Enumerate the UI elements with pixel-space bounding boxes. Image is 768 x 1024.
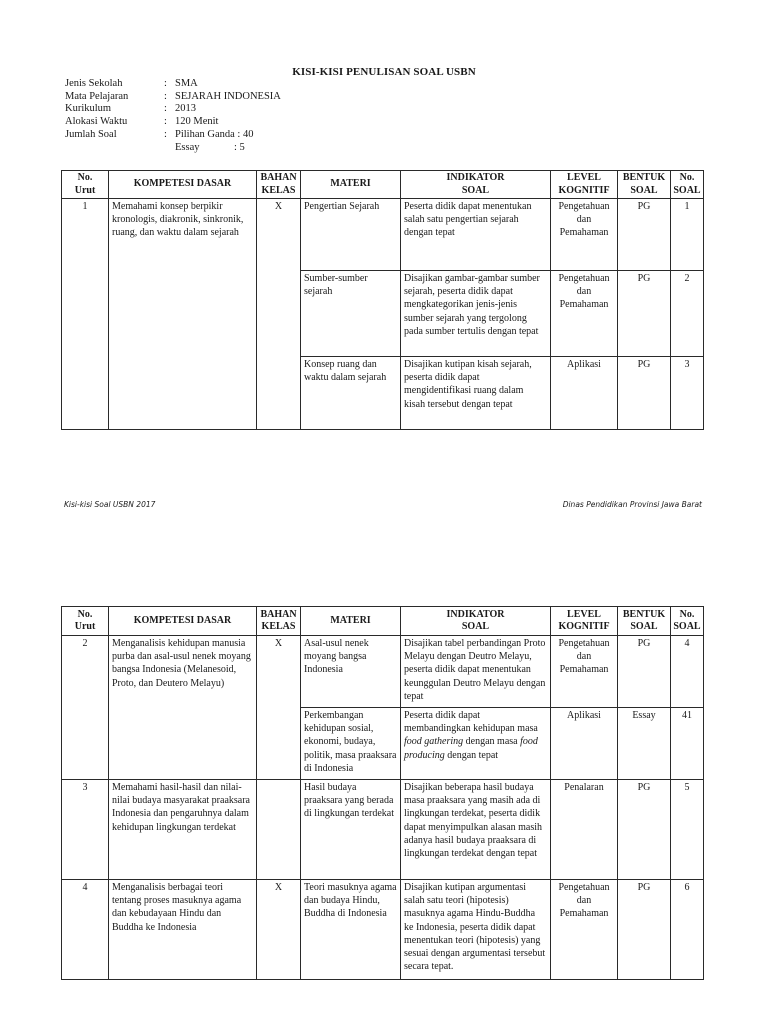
cell-no-soal: 5: [671, 780, 704, 880]
kisi-table-1: [61, 170, 704, 430]
cell-kompetensi-dasar: Menganalisis berbagai teori tentang proses masuknya agama dan kebudayaan Hindu dan Buddha ke Indonesia: [109, 880, 257, 980]
cell-bahan-kelas: [257, 780, 301, 880]
cell-level: Pengetahuan dan Pemahaman: [551, 271, 618, 357]
info-row-curriculum: [65, 103, 281, 116]
cell-indikator: Disajikan kutipan argumentasi salah satu teori (hipotesis) masuknya agama Hindu-Buddha ke Indonesia, peserta didik dapat menentukan teori (hipotesis) yang sesuai dengan argumentasi tersebut secara tepat.: [401, 880, 551, 980]
cell-bentuk: PG: [618, 199, 671, 271]
info-colon: :: [164, 78, 167, 89]
header-bentuk-soal: BENTUK SOAL: [618, 607, 671, 636]
cell-materi: Asal-usul nenek moyang bangsa Indonesia: [301, 636, 401, 708]
cell-no-soal: 2: [671, 271, 704, 357]
header-bentuk-soal: BENTUK SOAL: [618, 171, 671, 199]
footer-right-text: Dinas Pendidikan Provinsi Jawa Barat: [562, 500, 702, 509]
cell-no-urut: 4: [62, 880, 109, 980]
essay-value: : 5: [234, 141, 245, 153]
table-header-row: [62, 171, 704, 199]
info-value: Pilihan Ganda : 40: [175, 128, 254, 140]
info-value: SMA: [175, 78, 198, 89]
cell-no-soal: 6: [671, 880, 704, 980]
info-value: 120 Menit: [175, 116, 219, 128]
header-kompetensi-dasar: KOMPETESI DASAR: [109, 171, 257, 199]
cell-no-soal: 41: [671, 708, 704, 780]
header-level-kognitif: LEVEL KOGNITIF: [551, 607, 618, 636]
document-title: KISI-KISI PENULISAN SOAL USBN: [292, 66, 476, 78]
info-label: Mata Pelajaran: [65, 90, 129, 102]
cell-kompetensi-dasar: Memahami hasil-hasil dan nilai-nilai budaya masyarakat praaksara Indonesia dan pengaruhnya dalam kehidupan lingkungan terdekat: [109, 780, 257, 880]
footer-left-text: Kisi-kisi Soal USBN 2017: [64, 500, 156, 509]
table-row: [62, 636, 704, 708]
cell-level: Aplikasi: [551, 357, 618, 430]
cell-level: Aplikasi: [551, 708, 618, 780]
info-row-subject: [65, 91, 281, 104]
header-bahan-kelas: BAHAN KELAS: [257, 171, 301, 199]
cell-bentuk: Essay: [618, 708, 671, 780]
cell-level: Pengetahuan dan Pemahaman: [551, 880, 618, 980]
cell-no-urut: 2: [62, 636, 109, 780]
cell-bentuk: PG: [618, 636, 671, 708]
cell-indikator: Disajikan kutipan kisah sejarah, peserta didik dapat mengidentifikasi ruang dalam kisah tersebut dengan tepat: [401, 357, 551, 430]
info-colon: :: [164, 116, 167, 128]
cell-indikator: Peserta didik dapat menentukan salah satu pengertian sejarah dengan tepat: [401, 199, 551, 271]
identity-block: [65, 78, 281, 154]
info-row-essay: [65, 142, 281, 155]
table-row: [62, 880, 704, 980]
header-indikator-soal: INDIKATOR SOAL: [401, 171, 551, 199]
header-level-kognitif: LEVEL KOGNITIF: [551, 171, 618, 199]
cell-materi: Sumber-sumber sejarah: [301, 271, 401, 357]
cell-no-urut: 1: [62, 199, 109, 430]
cell-indikator: Disajikan tabel perbandingan Proto Melayu dengan Deutro Melayu, peserta didik dapat menentukan keunggulan Deutro Melayu dengan tepat: [401, 636, 551, 708]
cell-no-soal: 1: [671, 199, 704, 271]
info-value: SEJARAH INDONESIA: [175, 90, 281, 102]
header-no-urut: No. Urut: [62, 171, 109, 199]
cell-bentuk: PG: [618, 271, 671, 357]
cell-level: Pengetahuan dan Pemahaman: [551, 199, 618, 271]
cell-materi: Hasil budaya praaksara yang berada di lingkungan terdekat: [301, 780, 401, 880]
info-colon: :: [164, 103, 167, 115]
cell-bahan-kelas: X: [257, 880, 301, 980]
cell-level: Pengetahuan dan Pemahaman: [551, 636, 618, 708]
cell-bahan-kelas: X: [257, 199, 301, 430]
cell-materi: Perkembangan kehidupan sosial, ekonomi, budaya, politik, masa praaksara di Indonesia: [301, 708, 401, 780]
cell-materi: Teori masuknya agama dan budaya Hindu, Buddha di Indonesia: [301, 880, 401, 980]
cell-no-soal: 3: [671, 357, 704, 430]
cell-bentuk: PG: [618, 880, 671, 980]
info-row-count: [65, 129, 281, 142]
cell-materi: Pengertian Sejarah: [301, 199, 401, 271]
header-no-soal: No. SOAL: [671, 607, 704, 636]
info-value: 2013: [175, 103, 196, 115]
essay-label: Essay: [175, 141, 200, 153]
header-indikator-soal: INDIKATOR SOAL: [401, 607, 551, 636]
info-label: Alokasi Waktu: [65, 116, 128, 128]
info-colon: :: [164, 128, 167, 140]
header-materi: MATERI: [301, 607, 401, 636]
cell-indikator: Disajikan beberapa hasil budaya masa praaksara yang masih ada di lingkungan terdekat, peserta didik dapat menyimpulkan alasan masih adanya hasil budaya praaksara di lingkungan terdekat dengan tepat: [401, 780, 551, 880]
cell-bentuk: PG: [618, 780, 671, 880]
cell-kompetensi-dasar: Memahami konsep berpikir kronologis, diakronik, sinkronik, ruang, dan waktu dalam sejarah: [109, 199, 257, 430]
info-label: Kurikulum: [65, 103, 112, 115]
cell-materi: Konsep ruang dan waktu dalam sejarah: [301, 357, 401, 430]
info-colon: :: [164, 90, 167, 102]
table-row: [62, 780, 704, 880]
cell-bentuk: PG: [618, 357, 671, 430]
cell-level: Penalaran: [551, 780, 618, 880]
cell-no-soal: 4: [671, 636, 704, 708]
cell-bahan-kelas: X: [257, 636, 301, 780]
cell-indikator: Peserta didik dapat membandingkan kehidupan masa food gathering dengan masa food producing dengan tepat: [401, 708, 551, 780]
cell-kompetensi-dasar: Menganalisis kehidupan manusia purba dan asal-usul nenek moyang bangsa Indonesia (Melanesoid, Proto, dan Deutero Melayu): [109, 636, 257, 780]
cell-indikator: Disajikan gambar-gambar sumber sejarah, peserta didik dapat mengkategorikan jenis-jenis sumber sejarah yang tergolong pada sumber tertulis dengan tepat: [401, 271, 551, 357]
header-materi: MATERI: [301, 171, 401, 199]
header-no-urut: No. Urut: [62, 607, 109, 636]
kisi-table-2: [61, 606, 704, 980]
info-label: Jumlah Soal: [65, 128, 117, 140]
info-label: Jenis Sekolah: [65, 78, 123, 89]
info-row-school: [65, 78, 281, 91]
table-row: [62, 199, 704, 271]
cell-no-urut: 3: [62, 780, 109, 880]
table-header-row: [62, 607, 704, 636]
header-bahan-kelas: BAHAN KELAS: [257, 607, 301, 636]
header-kompetensi-dasar: KOMPETESI DASAR: [109, 607, 257, 636]
header-no-soal: No. SOAL: [671, 171, 704, 199]
info-row-time: [65, 116, 281, 129]
